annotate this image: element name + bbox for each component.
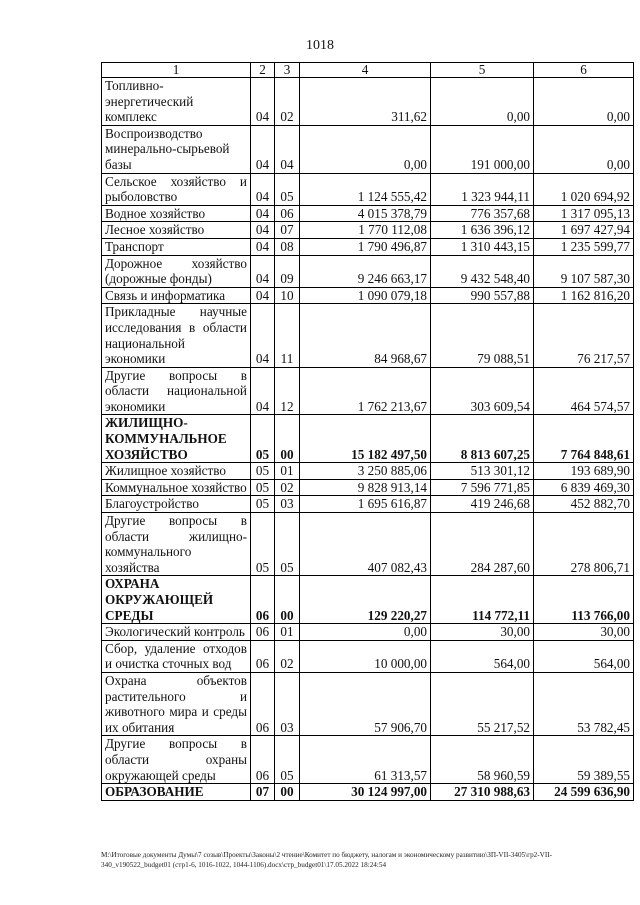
column-header: 5 — [431, 63, 534, 78]
amount-col5: 27 310 988,63 — [431, 784, 534, 801]
subsection-code: 05 — [275, 736, 300, 784]
row-name: Лесное хозяйство — [102, 222, 251, 239]
subsection-code: 08 — [275, 238, 300, 255]
amount-col5: 0,00 — [431, 78, 534, 126]
section-code: 04 — [251, 287, 275, 304]
amount-col6: 1 020 694,92 — [534, 173, 634, 205]
table-row — [102, 736, 634, 784]
amount-col6: 113 766,00 — [534, 576, 634, 624]
subsection-code: 01 — [275, 624, 300, 641]
amount-col4: 9 828 913,14 — [300, 479, 431, 496]
row-name: ОБРАЗОВАНИЕ — [102, 784, 251, 801]
row-name: Жилищное хозяйство — [102, 463, 251, 480]
row-name: Топливно-энергетический комплекс — [102, 78, 251, 126]
table-row — [102, 78, 634, 126]
amount-col4: 129 220,27 — [300, 576, 431, 624]
amount-col4: 0,00 — [300, 125, 431, 173]
amount-col4: 15 182 497,50 — [300, 415, 431, 463]
section-code: 05 — [251, 479, 275, 496]
amount-col6: 564,00 — [534, 640, 634, 672]
row-name: Коммунальное хозяйство — [102, 479, 251, 496]
amount-col5: 990 557,88 — [431, 287, 534, 304]
section-code: 05 — [251, 463, 275, 480]
section-code: 04 — [251, 255, 275, 287]
amount-col4: 1 790 496,87 — [300, 238, 431, 255]
section-code: 04 — [251, 173, 275, 205]
table-row — [102, 304, 634, 367]
amount-col6: 1 235 599,77 — [534, 238, 634, 255]
subsection-code: 02 — [275, 640, 300, 672]
amount-col5: 419 246,68 — [431, 496, 534, 513]
amount-col6: 59 389,55 — [534, 736, 634, 784]
table-row — [102, 784, 634, 801]
amount-col5: 191 000,00 — [431, 125, 534, 173]
row-name: Воспроизводство минерально-сырьевой базы — [102, 125, 251, 173]
column-header: 6 — [534, 63, 634, 78]
amount-col5: 284 287,60 — [431, 513, 534, 576]
amount-col6: 1 162 816,20 — [534, 287, 634, 304]
amount-col6: 9 107 587,30 — [534, 255, 634, 287]
row-name: ОХРАНА ОКРУЖАЮЩЕЙ СРЕДЫ — [102, 576, 251, 624]
amount-col5: 79 088,51 — [431, 304, 534, 367]
amount-col5: 564,00 — [431, 640, 534, 672]
table-row — [102, 415, 634, 463]
row-name: Связь и информатика — [102, 287, 251, 304]
subsection-code: 05 — [275, 513, 300, 576]
amount-col5: 513 301,12 — [431, 463, 534, 480]
table-row — [102, 205, 634, 222]
amount-col6: 1 697 427,94 — [534, 222, 634, 239]
amount-col6: 76 217,57 — [534, 304, 634, 367]
amount-col4: 61 313,57 — [300, 736, 431, 784]
row-name: Транспорт — [102, 238, 251, 255]
subsection-code: 04 — [275, 125, 300, 173]
amount-col4: 3 250 885,06 — [300, 463, 431, 480]
amount-col4: 311,62 — [300, 78, 431, 126]
amount-col4: 0,00 — [300, 624, 431, 641]
amount-col4: 1 090 079,18 — [300, 287, 431, 304]
row-name: Благоустройство — [102, 496, 251, 513]
section-code: 04 — [251, 238, 275, 255]
amount-col5: 58 960,59 — [431, 736, 534, 784]
amount-col5: 303 609,54 — [431, 367, 534, 415]
table-row — [102, 624, 634, 641]
row-name: Другие вопросы в области охраны окружающей среды — [102, 736, 251, 784]
amount-col6: 24 599 636,90 — [534, 784, 634, 801]
row-name: Сбор, удаление отходов и очистка сточных вод — [102, 640, 251, 672]
subsection-code: 11 — [275, 304, 300, 367]
amount-col6: 6 839 469,30 — [534, 479, 634, 496]
amount-col4: 1 124 555,42 — [300, 173, 431, 205]
section-code: 04 — [251, 222, 275, 239]
row-name: Другие вопросы в области жилищно-коммунального хозяйства — [102, 513, 251, 576]
section-code: 05 — [251, 496, 275, 513]
amount-col5: 776 357,68 — [431, 205, 534, 222]
section-code: 06 — [251, 576, 275, 624]
section-code: 04 — [251, 304, 275, 367]
subsection-code: 00 — [275, 415, 300, 463]
section-code: 05 — [251, 415, 275, 463]
amount-col4: 407 082,43 — [300, 513, 431, 576]
table-row — [102, 125, 634, 173]
column-header: 4 — [300, 63, 431, 78]
amount-col4: 1 770 112,08 — [300, 222, 431, 239]
row-name: Другие вопросы в области национальной экономики — [102, 367, 251, 415]
amount-col4: 84 968,67 — [300, 304, 431, 367]
table-row — [102, 479, 634, 496]
column-number-row — [102, 63, 634, 78]
amount-col5: 1 323 944,11 — [431, 173, 534, 205]
amount-col5: 7 596 771,85 — [431, 479, 534, 496]
section-code: 07 — [251, 784, 275, 801]
subsection-code: 07 — [275, 222, 300, 239]
amount-col5: 1 310 443,15 — [431, 238, 534, 255]
section-code: 04 — [251, 125, 275, 173]
column-header: 1 — [102, 63, 251, 78]
amount-col6: 0,00 — [534, 78, 634, 126]
subsection-code: 09 — [275, 255, 300, 287]
row-name: Охрана объектов растительного и животного мира и среды их обитания — [102, 672, 251, 735]
column-header: 2 — [251, 63, 275, 78]
subsection-code: 01 — [275, 463, 300, 480]
table-row — [102, 513, 634, 576]
subsection-code: 00 — [275, 784, 300, 801]
table-row — [102, 496, 634, 513]
amount-col6: 53 782,45 — [534, 672, 634, 735]
budget-table — [101, 62, 634, 801]
subsection-code: 00 — [275, 576, 300, 624]
amount-col5: 114 772,11 — [431, 576, 534, 624]
amount-col4: 9 246 663,17 — [300, 255, 431, 287]
subsection-code: 02 — [275, 78, 300, 126]
section-code: 06 — [251, 640, 275, 672]
row-name: Экологический контроль — [102, 624, 251, 641]
amount-col6: 278 806,71 — [534, 513, 634, 576]
amount-col5: 55 217,52 — [431, 672, 534, 735]
amount-col4: 4 015 378,79 — [300, 205, 431, 222]
section-code: 06 — [251, 736, 275, 784]
file-path-footer: M:\Итоговые документы Думы\7 созыв\Проекты\Законы\2 чтение\Комитет по бюджету, налогам и экономическому развитию\ЗП-VII-3405\гр2-VII-340_v190522_budget01 (стр1-6, 1016-1022, 1044-1106).docx\стр_budget01\17.05.2022 18:24:54 — [101, 851, 553, 869]
table-row — [102, 287, 634, 304]
subsection-code: 10 — [275, 287, 300, 304]
amount-col6: 452 882,70 — [534, 496, 634, 513]
row-name: Сельское хозяйство и рыболовство — [102, 173, 251, 205]
row-name: ЖИЛИЩНО-КОММУНАЛЬНОЕ ХОЗЯЙСТВО — [102, 415, 251, 463]
table-row — [102, 640, 634, 672]
row-name: Прикладные научные исследования в области национальной экономики — [102, 304, 251, 367]
amount-col5: 30,00 — [431, 624, 534, 641]
table-row — [102, 222, 634, 239]
amount-col6: 193 689,90 — [534, 463, 634, 480]
table-row — [102, 255, 634, 287]
section-code: 04 — [251, 205, 275, 222]
amount-col4: 1 762 213,67 — [300, 367, 431, 415]
table-row — [102, 576, 634, 624]
amount-col4: 1 695 616,87 — [300, 496, 431, 513]
row-name: Дорожное хозяйство (дорожные фонды) — [102, 255, 251, 287]
table-row — [102, 463, 634, 480]
section-code: 05 — [251, 513, 275, 576]
table-row — [102, 173, 634, 205]
amount-col6: 464 574,57 — [534, 367, 634, 415]
amount-col4: 30 124 997,00 — [300, 784, 431, 801]
subsection-code: 06 — [275, 205, 300, 222]
subsection-code: 12 — [275, 367, 300, 415]
amount-col4: 10 000,00 — [300, 640, 431, 672]
column-header: 3 — [275, 63, 300, 78]
amount-col6: 0,00 — [534, 125, 634, 173]
page-number: 1018 — [306, 38, 334, 53]
section-code: 06 — [251, 672, 275, 735]
table-row — [102, 367, 634, 415]
row-name: Водное хозяйство — [102, 205, 251, 222]
table-row — [102, 672, 634, 735]
amount-col5: 9 432 548,40 — [431, 255, 534, 287]
subsection-code: 03 — [275, 672, 300, 735]
table-row — [102, 238, 634, 255]
subsection-code: 02 — [275, 479, 300, 496]
section-code: 04 — [251, 78, 275, 126]
section-code: 04 — [251, 367, 275, 415]
amount-col5: 1 636 396,12 — [431, 222, 534, 239]
amount-col4: 57 906,70 — [300, 672, 431, 735]
section-code: 06 — [251, 624, 275, 641]
amount-col5: 8 813 607,25 — [431, 415, 534, 463]
amount-col6: 1 317 095,13 — [534, 205, 634, 222]
amount-col6: 7 764 848,61 — [534, 415, 634, 463]
amount-col6: 30,00 — [534, 624, 634, 641]
subsection-code: 05 — [275, 173, 300, 205]
subsection-code: 03 — [275, 496, 300, 513]
